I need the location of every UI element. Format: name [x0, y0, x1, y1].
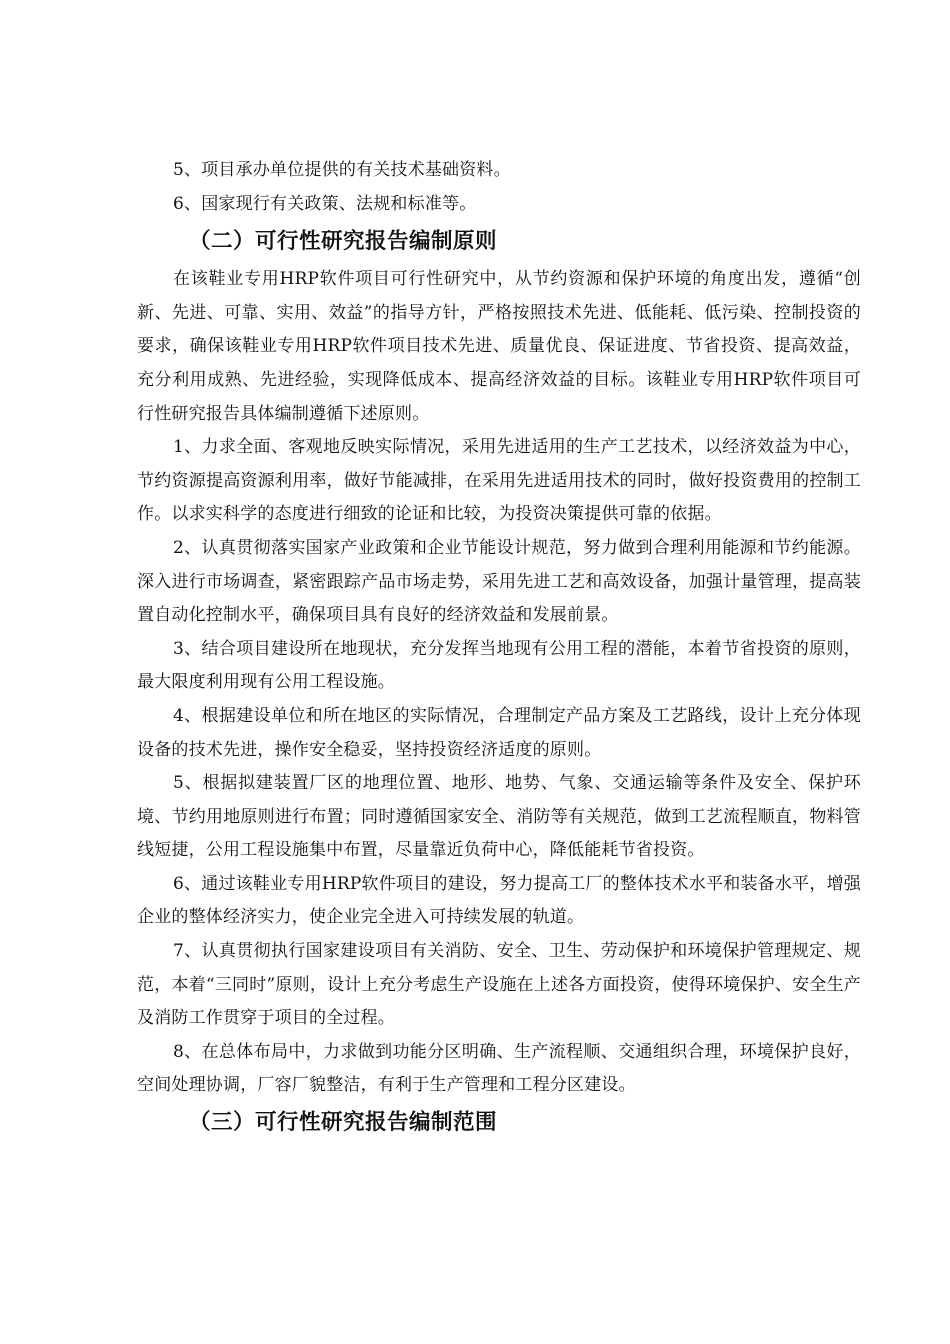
principle-5: 5、根据拟建装置厂区的地理位置、地形、地势、气象、交通运输等条件及安全、保护环境、节约用地原则进行布置；同时遵循国家安全、消防等有关规范，做到工艺流程顺直，物料管线短捷，公用工程设施集中布置，尽量靠近负荷中心，降低能耗节省投资。 [137, 773, 861, 861]
section-two-intro: 在该鞋业专用HRP软件项目可行性研究中，从节约资源和保护环境的角度出发，遵循“创新、先进、可靠、实用、效益”的指导方针，严格按照技术先进、低能耗、低污染、控制投资的要求，确保该鞋业专用HRP软件项目技术先进、质量优良、保证进度、节省投资、提高效益，充分利用成熟、先进经验，实现降低成本、提高经济效益的目标。该鞋业专用HRP软件项目可行性研究报告具体编制遵循下述原则。 [137, 269, 861, 424]
intro-item-6: 6、国家现行有关政策、法规和标准等。 [173, 193, 477, 214]
principle-4: 4、根据建设单位和所在地区的实际情况，合理制定产品方案及工艺路线，设计上充分体现设备的技术先进，操作安全稳妥，坚持投资经济适度的原则。 [137, 705, 861, 760]
principle-1: 1、力求全面、客观地反映实际情况，采用先进适用的生产工艺技术，以经济效益为中心，节约资源提高资源利用率，做好节能减排，在采用先进适用技术的同时，做好投资费用的控制工作。以求实科学的态度进行细致的论证和比较，为投资决策提供可靠的依据。 [137, 437, 861, 525]
document-page [137, 154, 861, 1143]
intro-item-5: 5、项目承办单位提供的有关技术基础资料。 [173, 160, 511, 180]
principle-6: 6、通过该鞋业专用HRP软件项目的建设，努力提高工厂的整体技术水平和装备水平，增强企业的整体经济实力，使企业完全进入可持续发展的轨道。 [137, 873, 861, 928]
principle-2: 2、认真贯彻落实国家产业政策和企业节能设计规范，努力做到合理利用能源和节约能源。深入进行市场调查，紧密跟踪产品市场走势，采用先进工艺和高效设备，加强计量管理，提高装置自动化控制水平，确保项目具有良好的经济效益和发展前景。 [137, 537, 861, 626]
principle-3: 3、结合项目建设所在地现状，充分发挥当地现有公用工程的潜能，本着节省投资的原则，最大限度利用现有公用工程设施。 [137, 638, 861, 693]
principle-8: 8、在总体布局中，力求做到功能分区明确、生产流程顺、交通组织合理，环境保护良好，空间处理协调，厂容厂貌整洁，有利于生产管理和工程分区建设。 [137, 1041, 861, 1096]
section-two-heading: （二）可行性研究报告编制原则 [189, 229, 498, 255]
principle-7: 7、认真贯彻执行国家建设项目有关消防、安全、卫生、劳动保护和环境保护管理规定、规范，本着“三同时”原则，设计上充分考虑生产设施在上述各方面投资，使得环境保护、安全生产及消防工作贯穿于项目的全过程。 [137, 941, 861, 1029]
section-three-heading: （三）可行性研究报告编制范围 [189, 1110, 498, 1136]
